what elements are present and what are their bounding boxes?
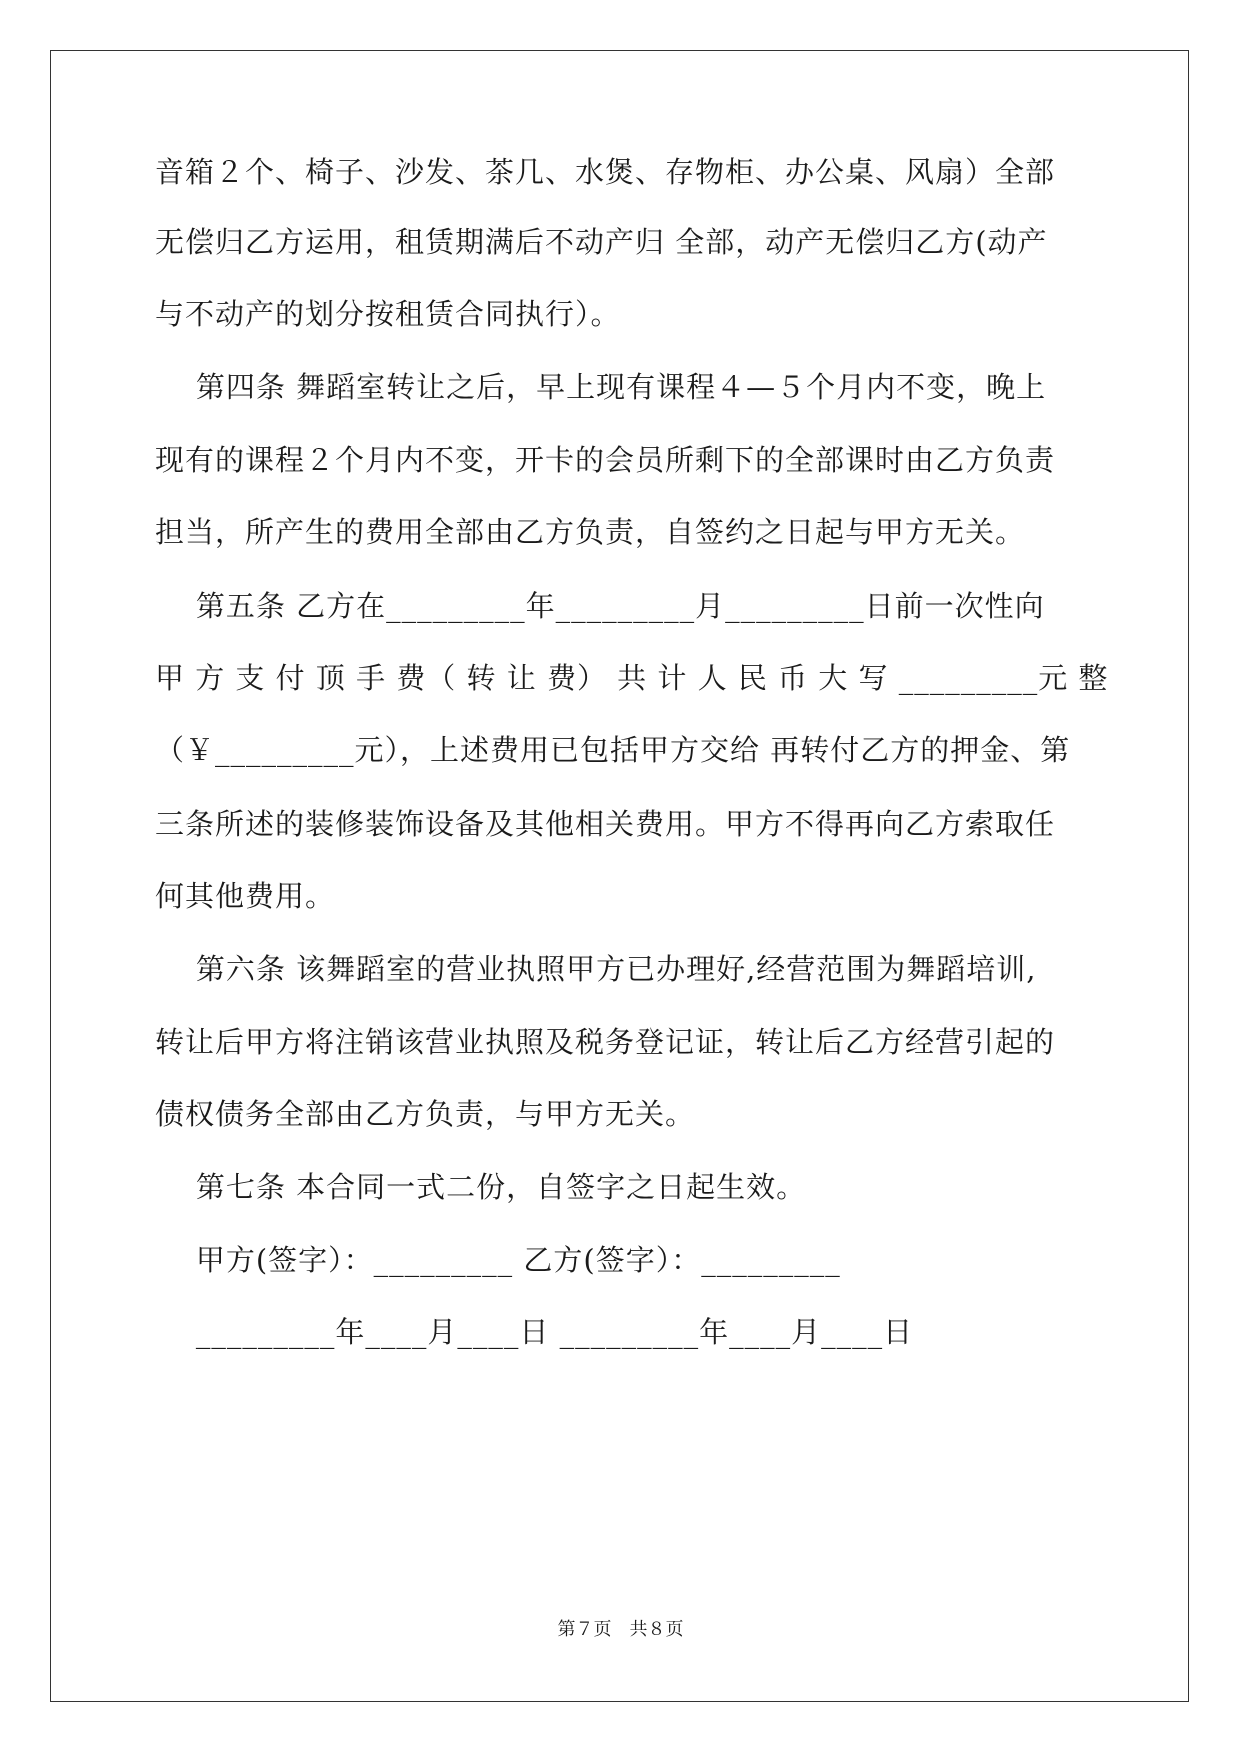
article-5-line-5: 何其他费用。 xyxy=(155,879,336,913)
article-6-line-1: 第六条 该舞蹈室的营业执照甲方已办理好,经营范围为舞蹈培训, xyxy=(155,952,1037,986)
text-line-1: 音箱２个、椅子、沙发、茶几、水煲、存物柜、办公桌、风扇）全部 xyxy=(155,155,1056,189)
article-6-line-3: 债权债务全部由乙方负责，与甲方无关。 xyxy=(155,1097,696,1131)
article-5-line-1: 第五条 乙方在_________年_________月_________日前一次性向 xyxy=(155,589,1045,623)
article-6-line-2: 转让后甲方将注销该营业执照及税务登记证，转让后乙方经营引起的 xyxy=(155,1025,1056,1059)
signature-line: 甲方(签字）：_________ 乙方(签字）：_________ xyxy=(155,1243,841,1277)
article-4-line-2: 现有的课程２个月内不变，开卡的会员所剩下的全部课时由乙方负责 xyxy=(155,443,1056,477)
text-line-2: 无偿归乙方运用，租赁期满后不动产归 全部，动产无偿归乙方(动产 xyxy=(155,225,1048,259)
article-5-line-2: 甲 方 支 付 顶 手 费（ 转 让 费） 共 计 人 民 币 大 写 _________元 整 xyxy=(155,661,1109,695)
article-4-line-3: 担当，所产生的费用全部由乙方负责，自签约之日起与甲方无关。 xyxy=(155,515,1026,549)
article-4-line-1: 第四条 舞蹈室转让之后，早上现有课程４—５个月内不变，晚上 xyxy=(155,370,1047,404)
page-number-footer: 第７页 共８页 xyxy=(557,1619,684,1640)
date-line: _________年____月____日 _________年____月____日 xyxy=(155,1315,914,1349)
article-5-line-4: 三条所述的装修装饰设备及其他相关费用。甲方不得再向乙方索取任 xyxy=(155,807,1056,841)
article-7-line: 第七条 本合同一式二份，自签字之日起生效。 xyxy=(155,1170,807,1204)
text-line-3: 与不动产的划分按租赁合同执行）。 xyxy=(155,297,621,331)
article-5-line-3: （￥_________元），上述费用已包括甲方交给 再转付乙方的押金、第 xyxy=(155,733,1071,767)
